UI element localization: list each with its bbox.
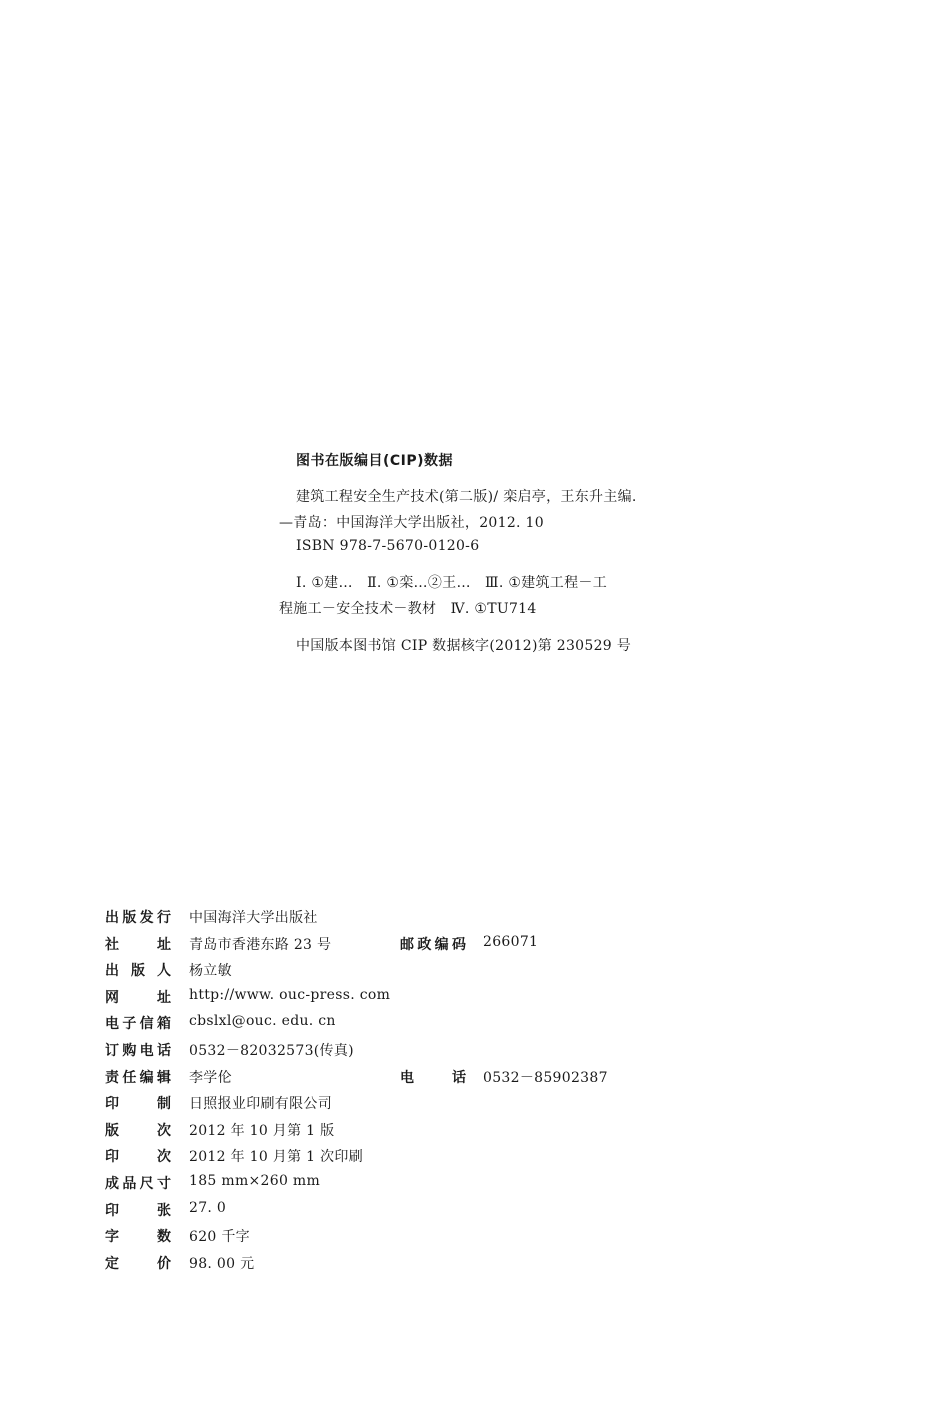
info-label: 电子信箱	[105, 1016, 171, 1033]
info-value: http://www. ouc-press. com	[189, 986, 391, 1003]
info-label: 印制	[105, 1096, 171, 1113]
cip-line-title-author: 建筑工程安全生产技术(第二版)/ 栾启亭，王东升主编.	[296, 489, 637, 505]
info-label: 出版发行	[105, 910, 171, 926]
info-label: 印次	[105, 1149, 171, 1166]
info-value: 杨立敏	[189, 963, 232, 980]
info-row-publisher-person	[105, 958, 625, 980]
cip-title: 图书在版编目(CIP)数据	[296, 453, 454, 469]
info-value: 中国海洋大学出版社	[189, 910, 318, 926]
cip-line-isbn: ISBN 978-7-5670-0120-6	[296, 538, 480, 554]
info-value: 0532－82032573(传真)	[189, 1043, 354, 1059]
info-row-printing	[105, 1144, 625, 1166]
info-label: 社址	[105, 936, 171, 953]
info-value: 185 mm×260 mm	[189, 1173, 321, 1189]
info-value-phone: 0532－85902387	[483, 1069, 608, 1086]
info-value: 620 千字	[189, 1229, 250, 1246]
info-label: 字数	[105, 1229, 171, 1246]
info-label: 订购电话	[105, 1043, 171, 1059]
info-label: 责任编辑	[105, 1069, 171, 1086]
info-label: 印张	[105, 1202, 171, 1219]
info-value: 98. 00 元	[189, 1255, 255, 1272]
info-value: cbslxl@ouc. edu. cn	[189, 1013, 336, 1030]
cip-line-classification-cont: 程施工－安全技术－教材 Ⅳ. ①TU714	[279, 601, 537, 617]
info-label: 版次	[105, 1122, 171, 1139]
info-row-editor	[105, 1065, 625, 1087]
info-value: 青岛市香港东路 23 号	[189, 936, 332, 953]
info-row-website	[105, 985, 625, 1007]
info-row-address	[105, 932, 625, 954]
info-value: 2012 年 10 月第 1 版	[189, 1122, 335, 1139]
info-value: 2012 年 10 月第 1 次印刷	[189, 1149, 364, 1166]
info-row-printer	[105, 1091, 625, 1113]
cip-line-record-number: 中国版本图书馆 CIP 数据核字(2012)第 230529 号	[296, 638, 632, 654]
info-row-size	[105, 1171, 625, 1193]
info-label-postcode: 邮政编码	[400, 936, 466, 953]
info-value-postcode: 266071	[483, 933, 539, 950]
info-row-publisher	[105, 905, 625, 927]
info-value: 日照报业印刷有限公司	[189, 1096, 332, 1113]
info-label: 定价	[105, 1255, 171, 1272]
info-label: 出版人	[105, 963, 171, 980]
info-label: 网址	[105, 989, 171, 1006]
info-row-order-phone	[105, 1038, 625, 1060]
cip-line-publisher: —青岛：中国海洋大学出版社，2012. 10	[279, 515, 544, 531]
info-row-sheets	[105, 1198, 625, 1220]
info-row-price	[105, 1251, 625, 1273]
info-value: 李学伦	[189, 1069, 232, 1086]
info-row-email	[105, 1011, 625, 1033]
info-value: 27. 0	[189, 1199, 227, 1216]
cip-line-classification: Ⅰ. ①建… Ⅱ. ①栾…②王… Ⅲ. ①建筑工程－工	[296, 575, 607, 591]
info-row-word-count	[105, 1224, 625, 1246]
info-label-phone: 电话	[400, 1069, 466, 1086]
info-label: 成品尺寸	[105, 1176, 171, 1192]
info-row-edition	[105, 1118, 625, 1140]
